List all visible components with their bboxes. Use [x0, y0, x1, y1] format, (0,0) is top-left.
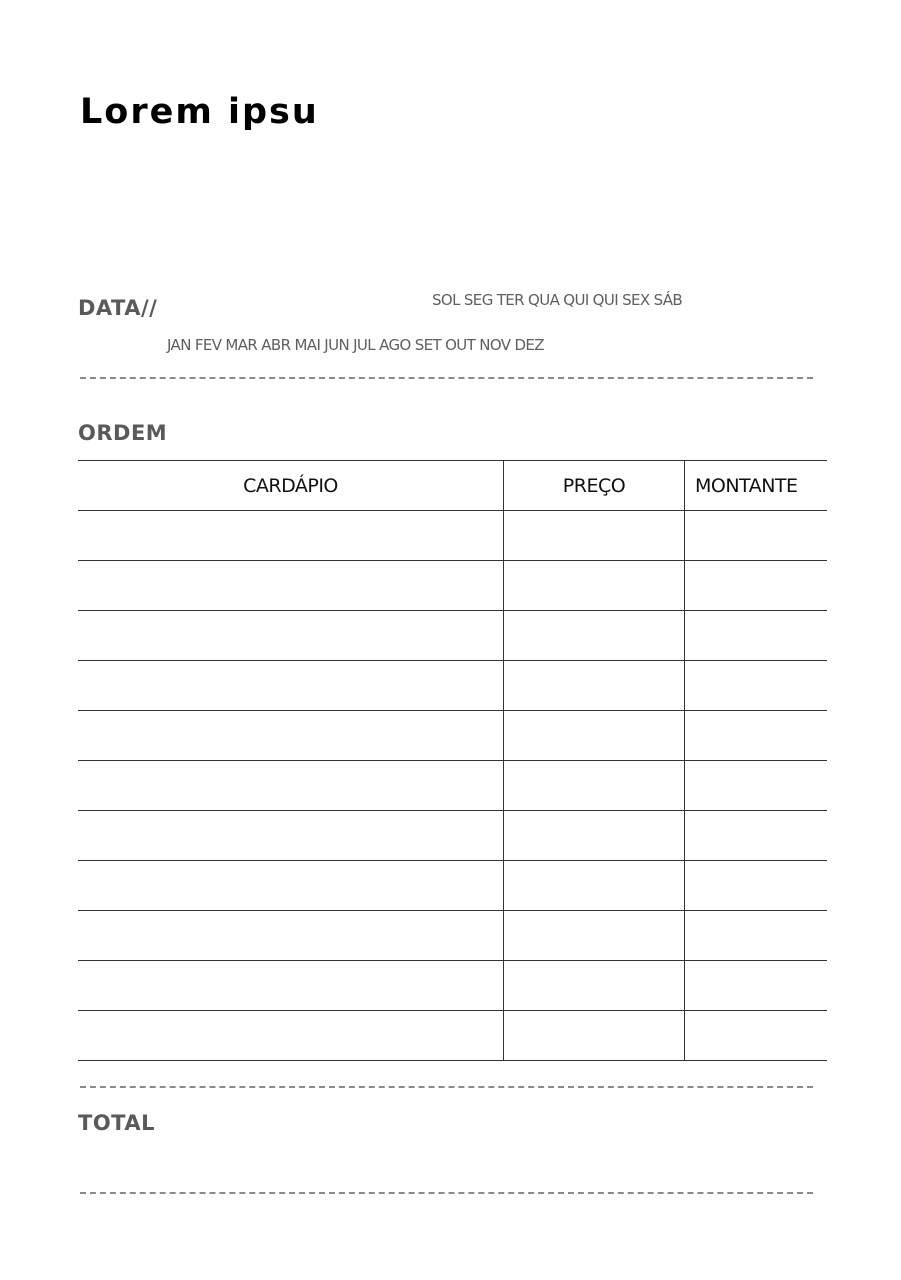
- price-cell[interactable]: [504, 911, 685, 961]
- menu-cell[interactable]: [78, 811, 504, 861]
- menu-cell[interactable]: [78, 961, 504, 1011]
- price-cell[interactable]: [504, 1011, 685, 1061]
- amount-cell[interactable]: [685, 561, 828, 611]
- amount-cell[interactable]: [685, 511, 828, 561]
- table-row: [78, 711, 827, 761]
- month-item[interactable]: OUT: [445, 336, 476, 354]
- amount-cell[interactable]: [685, 911, 828, 961]
- order-label: ORDEM: [78, 421, 168, 445]
- table-row: [78, 1011, 827, 1061]
- month-item[interactable]: AGO: [379, 336, 411, 354]
- amount-cell[interactable]: [685, 811, 828, 861]
- menu-cell[interactable]: [78, 611, 504, 661]
- amount-cell[interactable]: [685, 861, 828, 911]
- weekday-list: [432, 291, 682, 309]
- amount-cell[interactable]: [685, 661, 828, 711]
- table-row: [78, 561, 827, 611]
- weekday-item[interactable]: TER: [496, 291, 524, 309]
- price-cell[interactable]: [504, 611, 685, 661]
- table-row: [78, 911, 827, 961]
- amount-cell[interactable]: [685, 711, 828, 761]
- weekday-item[interactable]: SOL: [432, 291, 460, 309]
- menu-cell[interactable]: [78, 711, 504, 761]
- price-cell[interactable]: [504, 811, 685, 861]
- page-title: Lorem ipsu: [80, 92, 319, 132]
- amount-cell[interactable]: [685, 1011, 828, 1061]
- weekday-item[interactable]: SÁB: [653, 291, 683, 309]
- weekday-item[interactable]: SEX: [622, 291, 650, 309]
- column-header-price: PREÇO: [504, 461, 685, 511]
- table-row: [78, 661, 827, 711]
- menu-cell[interactable]: [78, 561, 504, 611]
- amount-cell[interactable]: [685, 611, 828, 661]
- table-header-row: [78, 461, 827, 511]
- weekday-item[interactable]: QUI: [563, 291, 589, 309]
- amount-cell[interactable]: [685, 761, 828, 811]
- weekday-item[interactable]: QUA: [527, 291, 560, 309]
- table-row: [78, 961, 827, 1011]
- price-cell[interactable]: [504, 761, 685, 811]
- month-item[interactable]: DEZ: [514, 336, 544, 354]
- date-label: DATA//: [78, 296, 158, 320]
- price-cell[interactable]: [504, 961, 685, 1011]
- table-row: [78, 761, 827, 811]
- price-cell[interactable]: [504, 861, 685, 911]
- dashed-divider: [80, 377, 813, 379]
- menu-cell[interactable]: [78, 661, 504, 711]
- amount-cell[interactable]: [685, 961, 828, 1011]
- total-label: TOTAL: [78, 1111, 156, 1135]
- month-item[interactable]: ABR: [261, 336, 291, 354]
- table-row: [78, 811, 827, 861]
- price-cell[interactable]: [504, 561, 685, 611]
- menu-cell[interactable]: [78, 761, 504, 811]
- price-cell[interactable]: [504, 661, 685, 711]
- order-table: [78, 460, 827, 1061]
- price-cell[interactable]: [504, 511, 685, 561]
- column-header-menu: CARDÁPIO: [78, 461, 504, 511]
- menu-cell[interactable]: [78, 861, 504, 911]
- menu-cell[interactable]: [78, 911, 504, 961]
- dashed-divider: [80, 1192, 813, 1194]
- table-row: [78, 511, 827, 561]
- month-item[interactable]: SET: [414, 336, 442, 354]
- table-row: [78, 611, 827, 661]
- month-item[interactable]: MAR: [225, 336, 258, 354]
- column-header-amount: MONTANTE: [685, 461, 828, 511]
- month-item[interactable]: MAI: [294, 336, 321, 354]
- menu-cell[interactable]: [78, 1011, 504, 1061]
- month-item[interactable]: JUN: [324, 336, 350, 354]
- dashed-divider: [80, 1086, 813, 1088]
- month-item[interactable]: JUL: [353, 336, 376, 354]
- price-cell[interactable]: [504, 711, 685, 761]
- table-row: [78, 861, 827, 911]
- month-item[interactable]: FEV: [194, 336, 222, 354]
- month-item[interactable]: NOV: [479, 336, 511, 354]
- weekday-item[interactable]: QUI: [592, 291, 619, 309]
- weekday-item[interactable]: SEG: [463, 291, 493, 309]
- month-list: [167, 336, 544, 354]
- month-item[interactable]: JAN: [167, 336, 191, 354]
- menu-cell[interactable]: [78, 511, 504, 561]
